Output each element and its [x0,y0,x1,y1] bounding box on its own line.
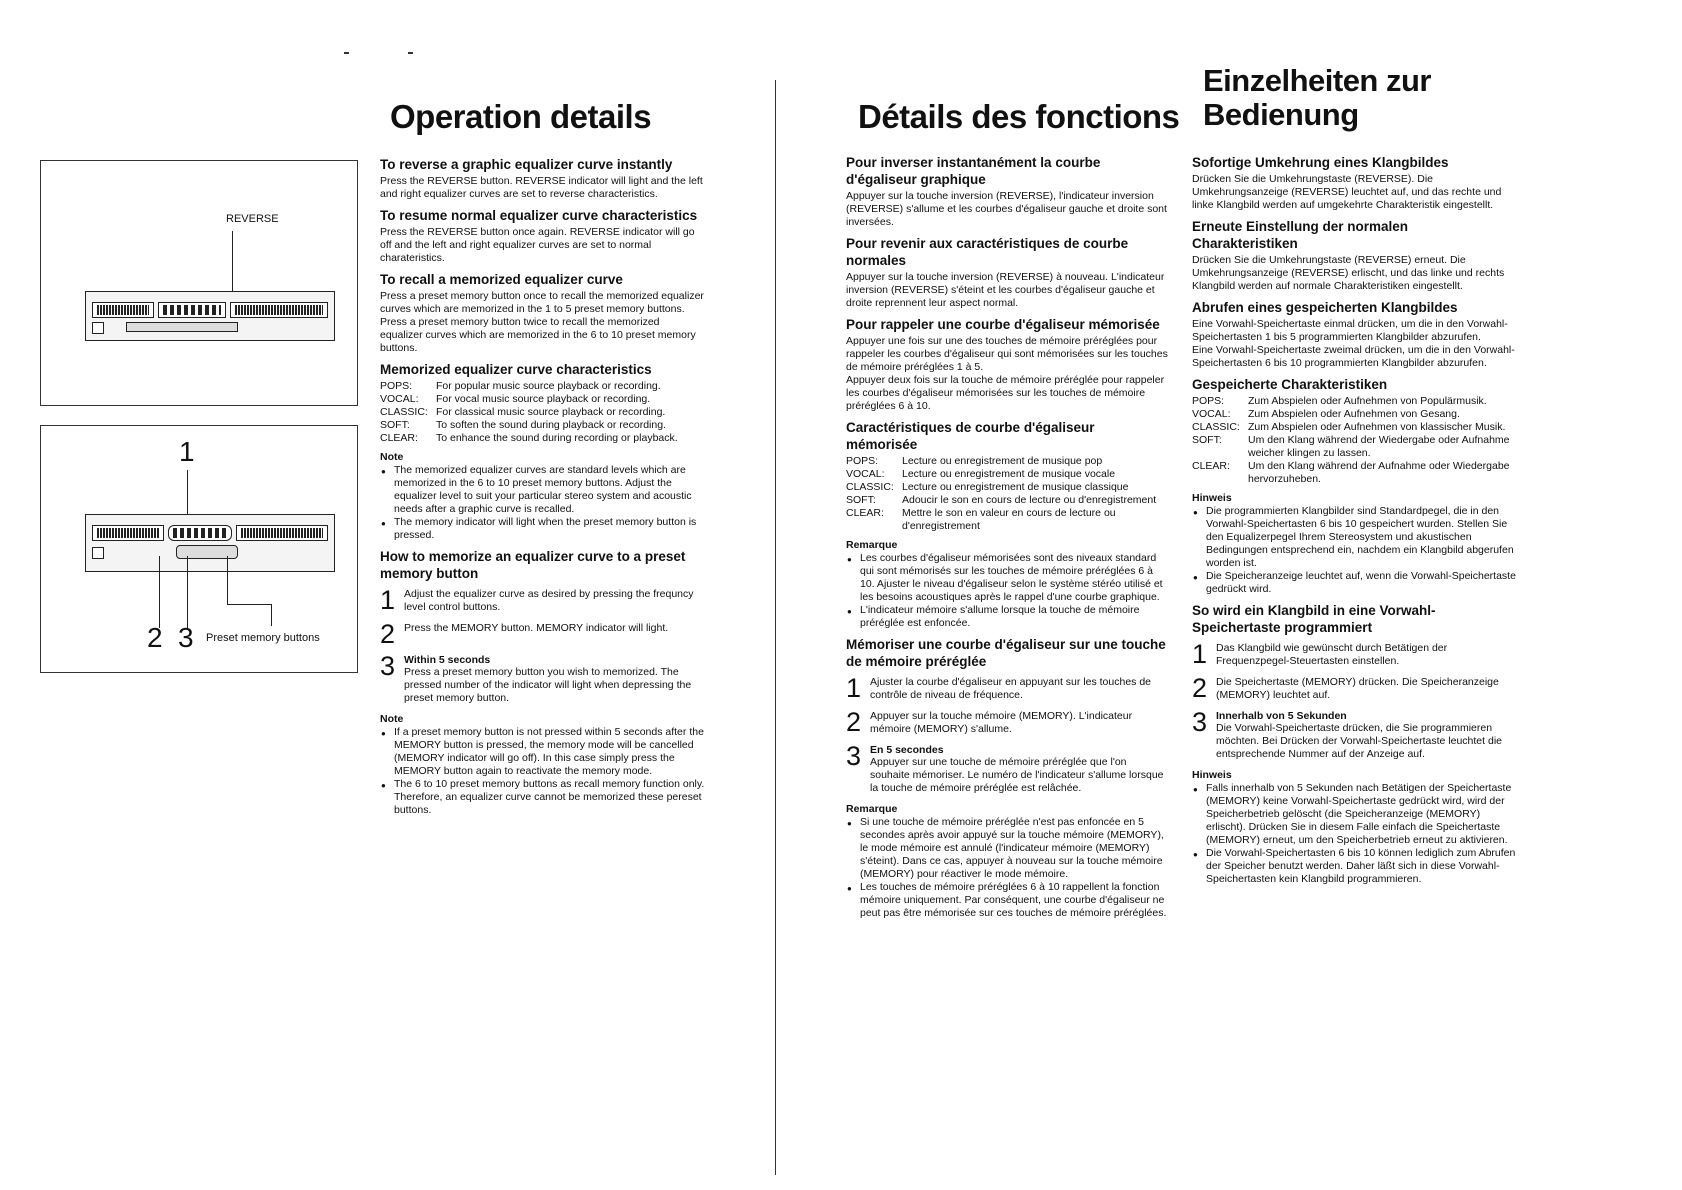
note-list: ● If a preset memory button is not pressed within 5 seconds after the MEMORY button is pressed, the memory mode will be cancelled (MEMORY indicator will go off). In this case simply press the MEMORY button again to reactivate the memory mode. ● The 6 to 10 preset memory buttons as recall memory function only. Therefore, an equalizer curve cannot be memorized these pereset buttons. [380,726,705,817]
step: 1 Ajuster la courbe d'égaliseur en appuyant sur les touches de contrôle de niveau de fréquence. [846,673,1152,703]
paragraph: Drücken Sie die Umkehrungstaste (REVERSE) erneut. Die Umkehrungsanzeige (REVERSE) erlischt, und das linke und rechts Klangbild werden auf normale Charakteristiken eingestellt. [1192,254,1505,292]
pointer-preset-h [227,604,271,605]
paragraph: Appuyer deux fois sur la touche de mémoire préréglée pour rappeler les courbes d'égaliseur mémorisées sur les touches de mémoire préréglées 6 à 10. [846,374,1165,412]
pointer-2 [159,556,160,628]
power-button [92,322,104,334]
definition-list: POPS: Lecture ou enregistrement de musique pop VOCAL: Lecture ou enregistrement de musique vocale CLASSIC: Lecture ou enregistrement de musique classique SOFT: Adoucir le son en cours de lecture ou d'enregistrement CLEAR: Mettre le son en valeur en cours de lecture ou d'enregistrement [846,455,1157,532]
crop-mark [408,52,413,54]
note-list: ● Si une touche de mémoire préréglée n'est pas enfoncée en 5 secondes après avoir appuyé sur la touche mémoire (MEMORY), le mode mémoire est annulé (l'indicateur mémoire (MEMORY) s'éteint). Dans ce cas, appuyer à nouveau sur la touche mémoire (MEMORY) pour réactiver le mode mémoire. ● Les touches de mémoire préréglées 6 à 10 rappellent la fonction mémoire uniquement. Par conséquent, une courbe d'égaliseur ne peut pas être mémorisée sur ces touches de mémoire préréglées. [846,816,1168,920]
heading: Sofortige Umkehrung eines Klangbildes [1192,155,1449,170]
note-label: Hinweis [1192,492,1232,504]
note-label: Hinweis [1192,769,1232,781]
step: 1 Das Klangbild wie gewünscht durch Betätigen der Frequenzpegel-Steuertasten einstellen. [1192,639,1448,669]
step: 3 Innerhalb von 5 Sekunden Die Vorwahl-Speichertaste drücken, die Sie programmieren möchten. Bei Drücken der Vorwahl-Speichertaste leuchtet die entsprechende Nummer auf der Anzeige auf. [1192,707,1502,760]
page-title-de: Einzelheiten zur Bedienung [1203,63,1431,132]
paragraph: Press a preset memory button twice to recall the memorized equalizer curves which are memorized in the 6 to 10 preset memory buttons. [380,316,696,354]
german-column [1192,154,1516,886]
definition-list: POPS: Zum Abspielen oder Aufnehmen von Populärmusik. VOCAL: Zum Abspielen oder Aufnehmen von Gesang. CLASSIC: Zum Abspielen oder Aufnehmen von klassischer Musik. SOFT: Um den Klang während der Wiedergabe oder Aufnahme weicher klingen zu lassen. CLEAR: Um den Klang während der Aufnahme oder Wiedergabe hervorzuheben. [1192,395,1510,485]
heading: Caractéristiques de courbe d'égaliseur mémorisée [846,420,1095,452]
pointer-preset [227,556,228,604]
paragraph: Press a preset memory button once to recall the memorized equalizer curves which are memorized in the 1 to 5 preset memory buttons. [380,290,704,315]
note-label: Note [380,451,404,463]
steps [846,673,1168,795]
heading: To resume normal equalizer curve characteristics [380,208,698,223]
power-button [92,547,104,559]
display-right [230,302,328,318]
note-label: Note [380,713,404,725]
paragraph: Appuyer sur la touche inversion (REVERSE) à nouveau. L'indicateur inversion (REVERSE) s'éteint et les courbes d'égaliseur gauche et droite reprennent leur aspect normal. [846,271,1165,309]
steps [380,585,705,705]
crop-mark [344,52,349,54]
callout-1: 1 [179,436,195,467]
heading: Pour revenir aux caractéristiques de courbe normales [846,236,1129,268]
heading: To reverse a graphic equalizer curve instantly [380,157,673,172]
display-left [92,525,164,541]
paragraph: Eine Vorwahl-Speichertaste zweimal drücken, um die in den Vorwahl-Speichertasten 6 bis 10 programmierten Klangbilder abzurufen. [1192,344,1515,369]
step: 2 Press the MEMORY button. MEMORY indicator will light. [380,619,669,649]
heading: Pour inverser instantanément la courbe d'égaliseur graphique [846,155,1101,187]
step: 3 Within 5 seconds Press a preset memory button you wish to memorized. The pressed number of the indicator will light when depressing the preset memory button. [380,651,692,704]
display-center [168,525,232,541]
pointer-3 [187,556,188,628]
heading: So wird ein Klangbild in eine Vorwahl-Speichertaste programmiert [1192,603,1436,635]
step: 2 Die Speichertaste (MEMORY) drücken. Die Speicheranzeige (MEMORY) leuchtet auf. [1192,673,1499,703]
pointer-preset-v [271,604,272,626]
reverse-callout: REVERSE [226,213,279,225]
figure-reverse [40,160,358,406]
heading: Gespeicherte Charakteristiken [1192,377,1388,392]
heading: Mémoriser une courbe d'égaliseur sur une touche de mémoire préréglée [846,637,1166,669]
note-list: ● Les courbes d'égaliseur mémorisées sont des niveaux standard qui sont mémorisés sur les touches de mémoire préréglées 6 à 10. Ajuster le niveau d'égaliseur selon le système stéréo utilisé et les besoins acoustiques après le rappel d'une courbe graphique. ● L'indicateur mémoire s'allume lorsque la touche de mémoire préréglée est enfoncée. [846,552,1168,630]
step: 1 Adjust the equalizer curve as desired by pressing the frequncy level control buttons. [380,585,694,615]
paragraph: Appuyer une fois sur une des touches de mémoire préréglées pour rappeler les courbes d'égaliseur qui sont mémorisées sur les touches de mémoire préréglées 1 à 5. [846,335,1168,373]
step: 2 Appuyer sur la touche mémoire (MEMORY). L'indicateur mémoire (MEMORY) s'allume. [846,707,1133,737]
figure-preset-memory [40,425,358,673]
paragraph: Drücken Sie die Umkehrungstaste (REVERSE). Die Umkehrungsanzeige (REVERSE) leuchtet auf, und das rechte und linke Klangbild werden auf umgekehrte Charakteristik eingestellt. [1192,173,1502,211]
button-row [126,322,238,332]
page-title-fr: Détails des fonctions [858,98,1180,135]
callout-3: 3 [178,622,194,653]
equalizer-device-illustration-2 [85,514,335,572]
callout-2: 2 [147,622,163,653]
definition-list: POPS: For popular music source playback or recording. VOCAL: For vocal music source playback or recording. CLASSIC: For classical music source playback or recording. SOFT: To soften the sound during playback or recording. CLEAR: To enhance the sound during recording or playback. [380,380,678,444]
display-center [158,302,226,318]
heading: Pour rappeler une courbe d'égaliseur mémorisée [846,317,1160,332]
heading: To recall a memorized equalizer curve [380,272,623,287]
note-list: ● The memorized equalizer curves are standard levels which are memorized in the 6 to 10 preset memory buttons. Adjust the equalizer level to suit your particular stereo system and acoustic needs after a graphic curve is recalled. ● The memory indicator will light when the preset memory button is pressed. [380,464,705,542]
paragraph: Press the REVERSE button once again. REVERSE indicator will go off and the left and right equalizer curves are set to normal charateristics. [380,226,695,264]
paragraph: Press the REVERSE button. REVERSE indicator will light and the left and right equalizer curves are set to reverse characteristics. [380,175,703,200]
english-column [380,156,705,817]
preset-memory-buttons-label: Preset memory buttons [206,632,320,644]
page-divider [775,80,776,1175]
equalizer-device-illustration [85,291,335,341]
page-title-en: Operation details [390,98,652,135]
paragraph: Eine Vorwahl-Speichertaste einmal drücken, um die in den Vorwahl-Speichertasten 1 bis 5 programmierten Klangbilder abzurufen. [1192,318,1508,343]
paragraph: Appuyer sur la touche inversion (REVERSE), l'indicateur inversion (REVERSE) s'allume et les courbes d'égaliseur gauche et droite sont inversées. [846,190,1167,228]
heading: How to memorize an equalizer curve to a preset memory button [380,549,686,581]
heading: Erneute Einstellung der normalen Charakteristiken [1192,219,1409,251]
note-label: Remarque [846,803,898,815]
step: 3 En 5 secondes Appuyer sur une touche de mémoire préréglée que l'on souhaite mémoriser. Le numéro de l'indicateur s'allume lorsque la touche de mémoire préréglée est relâchée. [846,741,1164,794]
french-column [846,154,1168,920]
display-left [92,302,154,318]
display-right [236,525,328,541]
note-label: Remarque [846,539,898,551]
heading: Abrufen eines gespeicherten Klangbildes [1192,300,1458,315]
steps [1192,639,1516,761]
note-list: ● Die programmierten Klangbilder sind Standardpegel, die in den Vorwahl-Speichertasten 6 bis 10 gespeichert wurden. Stellen Sie den Equalizerpegel Ihrem Stereosystem und akustischen Bedingungen entsprechend ein, nachdem ein Klangbild abgerufen worden ist. ● Die Speicheranzeige leuchtet auf, wenn die Vorwahl-Speichertaste gedrückt wird. [1192,505,1516,596]
preset-button-row [176,545,238,559]
heading: Memorized equalizer curve characteristics [380,362,652,377]
note-list: ● Falls innerhalb von 5 Sekunden nach Betätigen der Speichertaste (MEMORY) keine Vorwahl-Speichertaste gedrückt wird, wird der Speicherbetrieb gelöscht (die Speicheranzeige (MEMORY) erlischt). Drücken Sie in diesem Falle einfach die Speichertaste (MEMORY) erneut, um den Speicherbetrieb erneut zu aktivieren. ● Die Vorwahl-Speichertasten 6 bis 10 können lediglich zum Abrufen der Speicher benutzt werden. Daher läßt sich in diese Vorwahl-Speichertasten kein Klangbild programmieren. [1192,782,1516,886]
